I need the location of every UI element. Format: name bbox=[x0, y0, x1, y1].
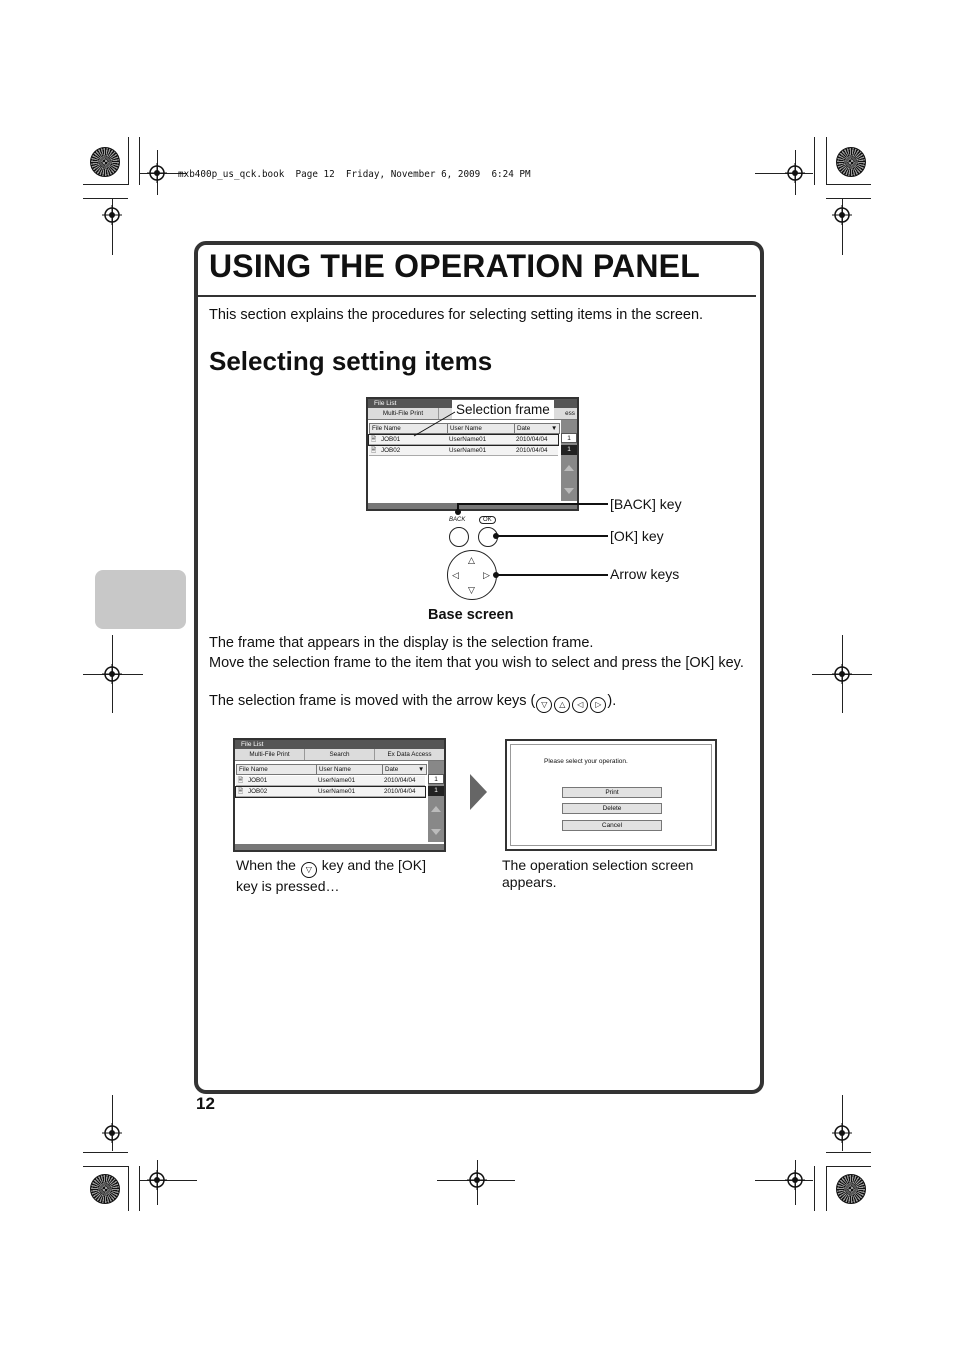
table-row[interactable] bbox=[369, 435, 558, 445]
ok-key-dot bbox=[493, 533, 499, 539]
intro-text: This section explains the procedures for selecting setting items in the screen. bbox=[209, 307, 704, 323]
arrow-keys-leader bbox=[497, 574, 608, 576]
back-key-dot bbox=[455, 509, 461, 515]
crosshair-icon bbox=[785, 163, 805, 183]
paragraph-arrow-keys bbox=[209, 692, 744, 713]
file-icon: 🖹 bbox=[238, 777, 244, 784]
registration-disc-icon bbox=[90, 1174, 120, 1204]
row-file-name: JOB02 bbox=[248, 788, 268, 795]
crosshair-icon bbox=[785, 1170, 805, 1190]
selection-frame-leader bbox=[410, 410, 460, 440]
status-bar bbox=[235, 844, 444, 850]
up-arrow-key-icon: △ bbox=[554, 697, 570, 713]
arrow-right-icon[interactable]: ▷ bbox=[483, 570, 490, 580]
file-icon: 🖹 bbox=[371, 436, 377, 443]
crosshair-icon bbox=[467, 1170, 487, 1190]
crosshair-icon bbox=[832, 664, 852, 684]
scrollbar[interactable] bbox=[561, 420, 577, 501]
dialog-message: Please select your operation. bbox=[544, 758, 628, 765]
arrow-keys-text-end: ). bbox=[607, 693, 617, 709]
selection-frame-label: Selection frame bbox=[456, 402, 550, 417]
column-user-name[interactable]: User Name bbox=[448, 424, 515, 433]
arrow-pad[interactable] bbox=[447, 550, 497, 600]
title-divider bbox=[198, 295, 756, 297]
page-title: USING THE OPERATION PANEL bbox=[209, 248, 700, 284]
registration-disc-icon bbox=[836, 1174, 866, 1204]
sort-icon[interactable]: ▼ bbox=[551, 425, 558, 432]
arrow-keys-dot bbox=[493, 572, 499, 578]
ok-key-callout: [OK] key bbox=[610, 528, 664, 544]
row-user-name: UserName01 bbox=[449, 436, 487, 443]
window-title: File List bbox=[235, 740, 444, 749]
caption-text: When the bbox=[236, 857, 300, 873]
row-file-name: JOB01 bbox=[248, 777, 268, 784]
sort-icon[interactable]: ▼ bbox=[418, 766, 425, 773]
file-list-screen bbox=[233, 738, 446, 852]
row-user-name: UserName01 bbox=[318, 788, 356, 795]
example-caption bbox=[236, 857, 446, 895]
row-file-name: JOB01 bbox=[381, 436, 401, 443]
crosshair-icon bbox=[832, 1123, 852, 1143]
tab-search[interactable]: Search bbox=[305, 749, 375, 760]
page-indicator: 1 bbox=[561, 433, 577, 443]
registration-disc-icon bbox=[836, 147, 866, 177]
scroll-down-icon[interactable] bbox=[564, 488, 574, 494]
left-arrow-key-icon: ◁ bbox=[572, 697, 588, 713]
transition-arrow-icon bbox=[470, 774, 487, 810]
crosshair-icon bbox=[147, 1170, 167, 1190]
page-number: 12 bbox=[196, 1094, 215, 1113]
crosshair-icon bbox=[832, 205, 852, 225]
registration-disc-icon bbox=[90, 147, 120, 177]
page-count: 1 bbox=[561, 445, 577, 455]
arrow-up-icon[interactable]: △ bbox=[468, 555, 475, 565]
row-user-name: UserName01 bbox=[449, 447, 487, 454]
table-row[interactable] bbox=[236, 787, 425, 797]
table-row[interactable] bbox=[369, 446, 558, 456]
row-date: 2010/04/04 bbox=[516, 436, 548, 443]
down-arrow-key-icon: ▽ bbox=[301, 862, 317, 878]
row-file-name: JOB02 bbox=[381, 447, 401, 454]
crosshair-icon bbox=[102, 205, 122, 225]
table-row[interactable] bbox=[236, 776, 425, 786]
down-arrow-key-icon: ▽ bbox=[536, 697, 552, 713]
paragraph-selection-frame: The frame that appears in the display is the selection frame. bbox=[209, 635, 594, 651]
window-title: File List bbox=[368, 399, 577, 408]
scroll-up-icon[interactable] bbox=[564, 465, 574, 471]
page-count: 1 bbox=[428, 786, 444, 796]
arrow-left-icon[interactable]: ◁ bbox=[452, 570, 459, 580]
column-file-name[interactable]: File Name bbox=[237, 765, 317, 774]
column-date[interactable]: Date bbox=[517, 425, 531, 432]
selection-frame-callout bbox=[452, 400, 554, 419]
file-icon: 🖹 bbox=[371, 447, 377, 454]
ok-key-label: OK bbox=[479, 516, 496, 524]
print-header: mxb400p_us_qck.book Page 12 Friday, November 6, 2009 6:24 PM bbox=[178, 169, 531, 180]
column-user-name[interactable]: User Name bbox=[317, 765, 383, 774]
right-arrow-key-icon: ▷ bbox=[590, 697, 606, 713]
column-file-name[interactable]: File Name bbox=[370, 424, 448, 433]
cancel-button[interactable]: Cancel bbox=[562, 820, 662, 831]
tab-multi-file-print[interactable]: Multi-File Print bbox=[368, 408, 439, 419]
back-key-callout: [BACK] key bbox=[610, 496, 682, 512]
row-date: 2010/04/04 bbox=[516, 447, 548, 454]
row-date: 2010/04/04 bbox=[384, 788, 416, 795]
back-key-label: BACK bbox=[449, 517, 466, 523]
arrow-keys-text: The selection frame is moved with the arrow keys ( bbox=[209, 693, 536, 709]
scrollbar[interactable] bbox=[428, 761, 444, 842]
row-user-name: UserName01 bbox=[318, 777, 356, 784]
scroll-down-icon[interactable] bbox=[431, 829, 441, 835]
crosshair-icon bbox=[102, 664, 122, 684]
crosshair-icon bbox=[147, 163, 167, 183]
column-header bbox=[369, 423, 560, 434]
column-header bbox=[236, 764, 427, 775]
print-button[interactable]: Print bbox=[562, 787, 662, 798]
tab-ex-data-access[interactable]: Ex Data Access bbox=[387, 751, 432, 758]
section-heading: Selecting setting items bbox=[209, 346, 493, 376]
scroll-up-icon[interactable] bbox=[431, 806, 441, 812]
chapter-tab bbox=[95, 570, 186, 629]
row-date: 2010/04/04 bbox=[384, 777, 416, 784]
file-icon: 🖹 bbox=[238, 788, 244, 795]
caption-text-end: key and the [OK] key is pressed… bbox=[236, 857, 426, 894]
page-indicator: 1 bbox=[428, 774, 444, 784]
operation-selection-screen bbox=[505, 739, 717, 851]
back-key-leader bbox=[458, 503, 608, 505]
crosshair-icon bbox=[102, 1123, 122, 1143]
column-date[interactable]: Date bbox=[385, 766, 399, 773]
tab-bar bbox=[235, 749, 444, 761]
delete-button[interactable]: Delete bbox=[562, 803, 662, 814]
paragraph-move-frame: Move the selection frame to the item that you wish to select and press the [OK] key. bbox=[209, 655, 744, 671]
arrow-down-icon[interactable]: ▽ bbox=[468, 585, 475, 595]
ok-key-leader bbox=[496, 535, 608, 537]
tab-ex-data-access[interactable]: ess bbox=[565, 410, 575, 417]
arrow-keys-callout: Arrow keys bbox=[610, 566, 680, 582]
tab-multi-file-print[interactable]: Multi-File Print bbox=[235, 749, 305, 760]
result-caption: The operation selection screen appears. bbox=[502, 857, 694, 890]
back-key[interactable] bbox=[449, 527, 469, 547]
base-screen-caption: Base screen bbox=[428, 607, 514, 623]
